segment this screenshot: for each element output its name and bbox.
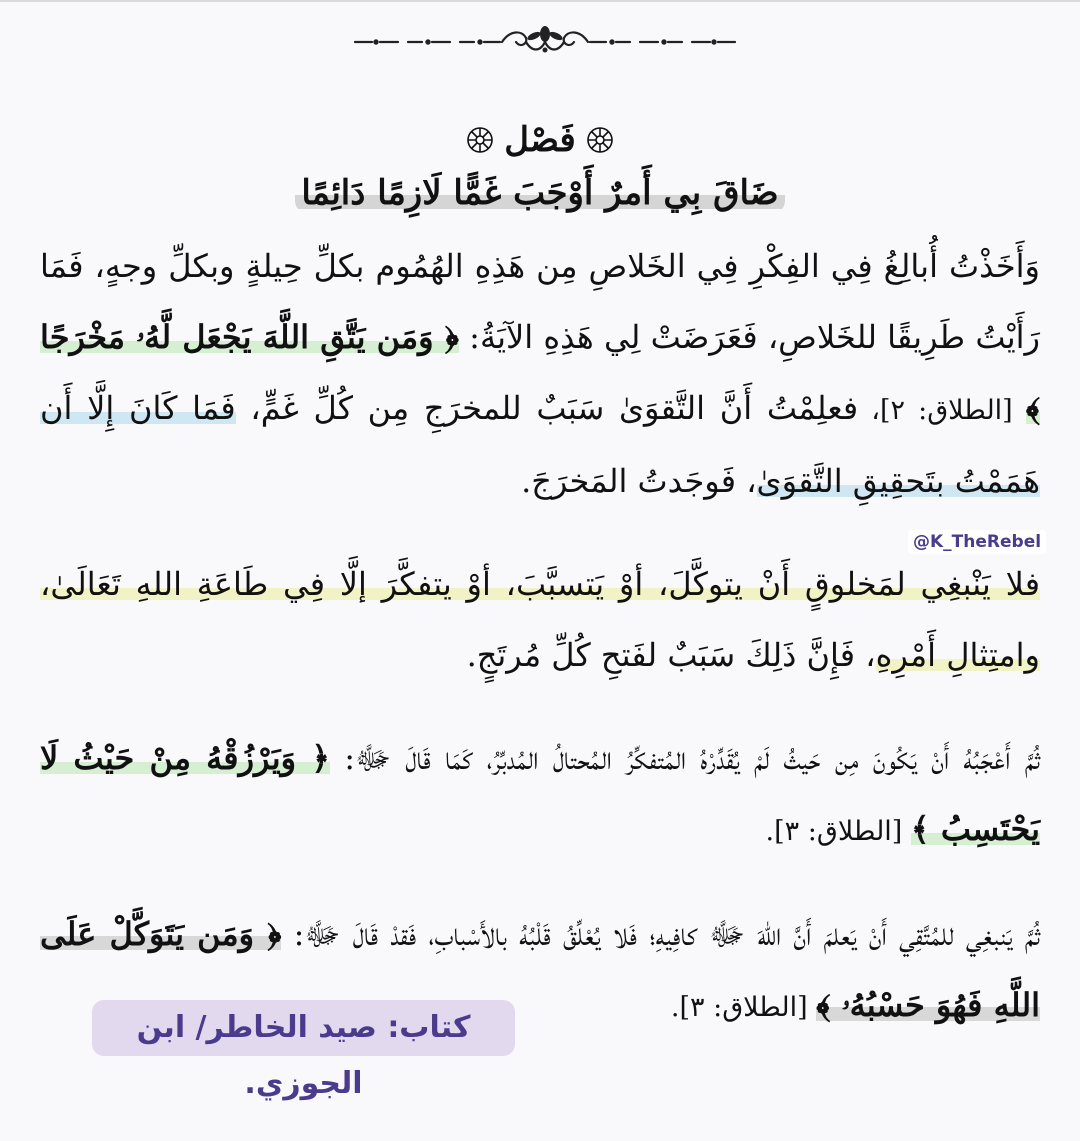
page-content (40, 115, 1040, 1075)
source-text: كتاب: صيد الخاطر/ ابن الجوزي. (136, 1010, 471, 1101)
section-label: فَصْل (504, 120, 576, 160)
paragraph-text: ، فَإِنَّ ذَلِكَ سَبَبٌ لفَتحِ كُلِّ مُرتَجٍ. (466, 636, 876, 674)
rosette-icon (466, 126, 494, 154)
quran-verse: ﴿ وَمَن يَتَّقِ اللَّهَ يَجْعَل لَّهُۥ مَخْرَجًا ﴾ (40, 318, 1041, 427)
paragraph-3 (40, 723, 1040, 867)
section-heading (40, 115, 1040, 165)
highlighted-text: فلا يَنْبغِي لمَخلوقٍ أَنْ يتوكَّلَ، أوْ يَتسبَّبَ، أوْ يتفكَّرَ إلَّا فِي طَاعَةِ اللهِ تَعَالَىٰ، وامتِثالِ أَمْرِهِ (40, 565, 1040, 674)
watermark-handle: @K_TheRebel (908, 530, 1046, 554)
verse-reference: [الطلاق: ٣]. (765, 816, 911, 847)
quran-verse: ﴿ وَمَن يَتَوَكَّلْ عَلَى اللَّهِ فَهُوَ حَسْبُهُۥ ﴾ (40, 915, 1040, 1024)
paragraph-2 (40, 549, 1040, 691)
floral-ornament-divider (350, 22, 740, 62)
paragraph-text: فعلِمْتُ أَنَّ التَّقوَىٰ سَبَبٌ للمخرَجِ مِن كُلِّ غَمٍّ، (235, 389, 859, 427)
quran-verse: ﴿ وَيَرْزُقْهُ مِنْ حَيْثُ لَا يَحْتَسِبُ ﴾ (40, 739, 1040, 848)
highlighted-text: فَمَا كَانَ إِلَّا أَن هَمَمْتُ بتَحقِيقِ التَّقوَىٰ (40, 389, 1040, 500)
paragraph-text: ثُمَّ يَنبغِي للمُتَّقِي أَنْ يَعلمَ أَنَّ اللهَ ﷻ كافِيهِ؛ فَلا يُعْلِّقُ قَلْبُهُ بالأَسْبابِ، فَقدْ قَالَ ﷻ: (281, 915, 1040, 953)
paragraph-text: ، فَوجَدتُ المَخرَجَ. (521, 462, 757, 500)
subtitle: ضَاقَ بِي أَمرٌ أَوْجَبَ غَمًّا لَازِمًا دَائِمًا (295, 173, 784, 213)
paragraph-1 (40, 231, 1040, 517)
top-border (0, 0, 1080, 2)
source-label (92, 1000, 515, 1101)
paragraph-text: وَأَخَذْتُ أُبالِغُ فِي الفِكْرِ فِي الخَلاصِ مِن هَذِهِ الهُمُوم بكلِّ حِيلةٍ وبكلِّ وجهٍ، فَمَا رَأَيْتُ طَرِيقًا للخَلاصِ، فَعَرَضَتْ لِي هَذِهِ الآيَةُ: (40, 247, 1041, 356)
rosette-icon (586, 126, 614, 154)
subtitle-block (40, 169, 1040, 217)
paragraph-text: ثُمَّ أَعْجَبُهُ أَنْ يَكُونَ مِن حَيثُ لَمْ يُقَدِّرْهُ المُتفكِّرُ المُحتالُ المُدبِّرُ، كَمَا قَالَ ﷻ: (329, 739, 1041, 777)
verse-reference: [الطلاق: ٣]. (670, 992, 817, 1023)
verse-reference: [الطلاق: ٢]، (858, 395, 1026, 426)
